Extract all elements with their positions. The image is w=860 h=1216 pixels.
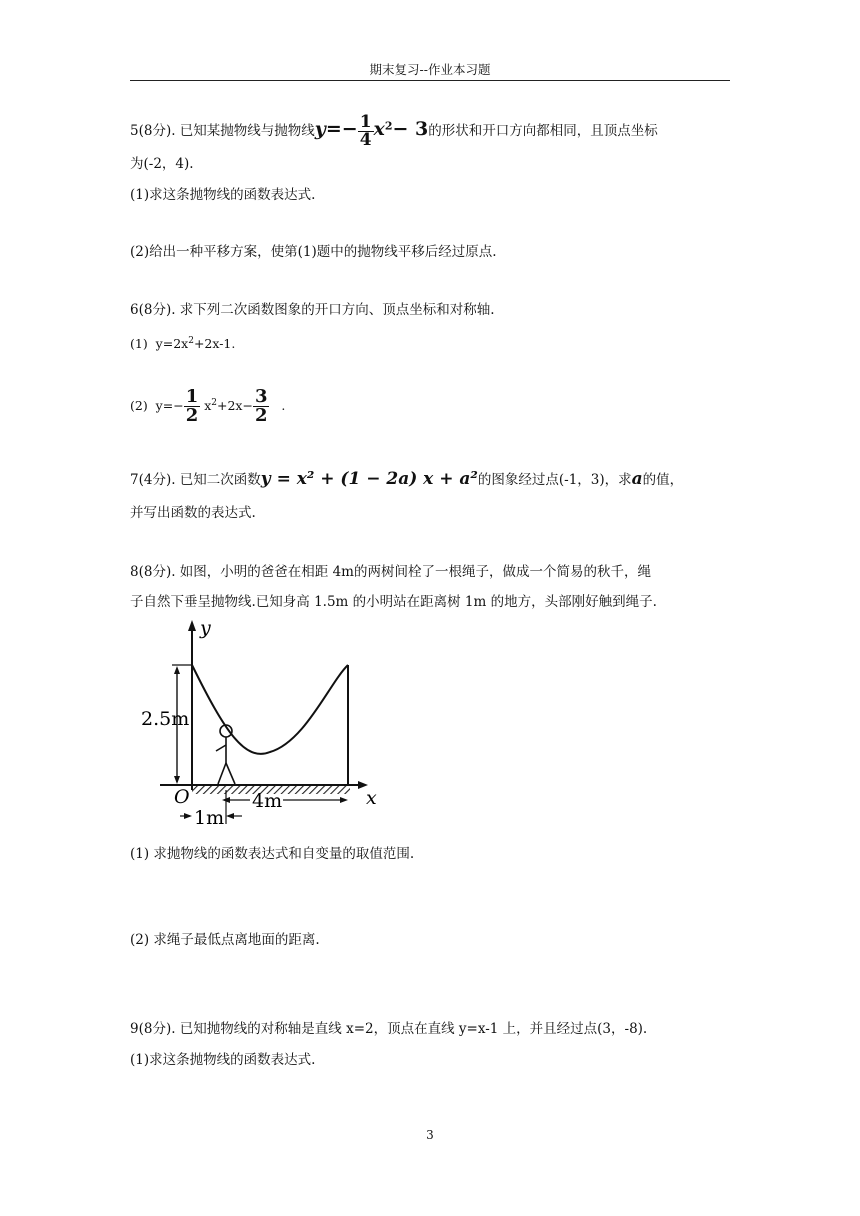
q7-formula: y = x² + (1 − 2a) x + a² <box>260 469 478 489</box>
question-5-part-1: (1)求这条抛物线的函数表达式. <box>130 187 316 203</box>
width-label: 4m <box>252 790 283 812</box>
y-axis-arrow <box>188 620 196 631</box>
question-5-line-1 <box>130 114 658 149</box>
q6-fraction-2: $\frac{3}{2}$ <box>254 386 268 426</box>
question-9-part-1: (1)求这条抛物线的函数表达式. <box>130 1052 316 1068</box>
height-arrow-bottom <box>174 776 180 784</box>
question-7-line-2: 并写出函数的表达式. <box>130 505 256 521</box>
question-8-part-2: (2) 求绳子最低点离地面的距离. <box>130 932 320 948</box>
offset-label: 1m <box>194 807 225 829</box>
person-leg-left <box>218 763 226 784</box>
x-axis-label: x <box>366 787 377 809</box>
person-leg-right <box>226 763 235 784</box>
page-header: 期末复习--作业本习题 <box>369 62 491 77</box>
question-6-part-1: (1) $y=2x^2+2x-1$. <box>130 336 236 352</box>
person-arm <box>216 745 226 751</box>
page-number: 3 <box>426 1128 434 1142</box>
question-5-part-2: (2)给出一种平移方案，使第(1)题中的抛物线平移后经过原点. <box>130 244 497 260</box>
height-label: 2.5m <box>141 708 190 730</box>
question-8-line-1: 8(8分). 如图，小明的爸爸在相距 4m的两树间栓了一根绳子，做成一个简易的秋千，绳 <box>130 564 651 580</box>
rope-parabola <box>192 665 348 754</box>
q5-intro-after: 的形状和开口方向都相同，且顶点坐标 <box>428 123 658 139</box>
header-rule <box>130 80 730 81</box>
q5-formula: y=− $\frac{1}{4}$ $x^2- 3$ <box>314 112 429 150</box>
width-arrow-right <box>340 797 348 803</box>
height-arrow-top <box>174 666 180 674</box>
question-5-line-2: 为(-2，4). <box>130 156 194 172</box>
question-8-part-1: (1) 求抛物线的函数表达式和自变量的取值范围. <box>130 846 415 862</box>
q5-intro: 5(8分). 已知某抛物线与抛物线 <box>130 123 315 139</box>
question-8-line-2: 子自然下垂呈抛物线.已知身高 1.5m 的小明站在距离树 1m 的地方，头部刚好触到绳子. <box>130 594 657 610</box>
question-6-part-2: (2) y=− $\frac{1}{2}$ $x^2+2x-$ $\frac{3}{2}$ . <box>130 386 286 426</box>
offset-arrow-right <box>226 813 234 819</box>
origin-label: O <box>174 786 190 808</box>
q6-fraction-1: $\frac{1}{2}$ <box>185 386 199 426</box>
question-6-title: 6(8分). 求下列二次函数图象的开口方向、顶点坐标和对称轴. <box>130 302 495 318</box>
question-9-line-1: 9(8分). 已知抛物线的对称轴是直线 x=2，顶点在直线 y=x-1 上，并且经过点(3，-8). <box>130 1021 648 1037</box>
q5-fraction: $\frac{1}{4}$ <box>359 112 372 150</box>
question-7-line-1: 7(4分). 已知二次函数y = x² + (1 − 2a) x + a²的图象经过点(-1，3)，求a的值， <box>130 469 684 489</box>
swing-diagram <box>130 612 390 834</box>
offset-arrow-left <box>184 813 192 819</box>
y-axis-label: y <box>200 617 211 639</box>
